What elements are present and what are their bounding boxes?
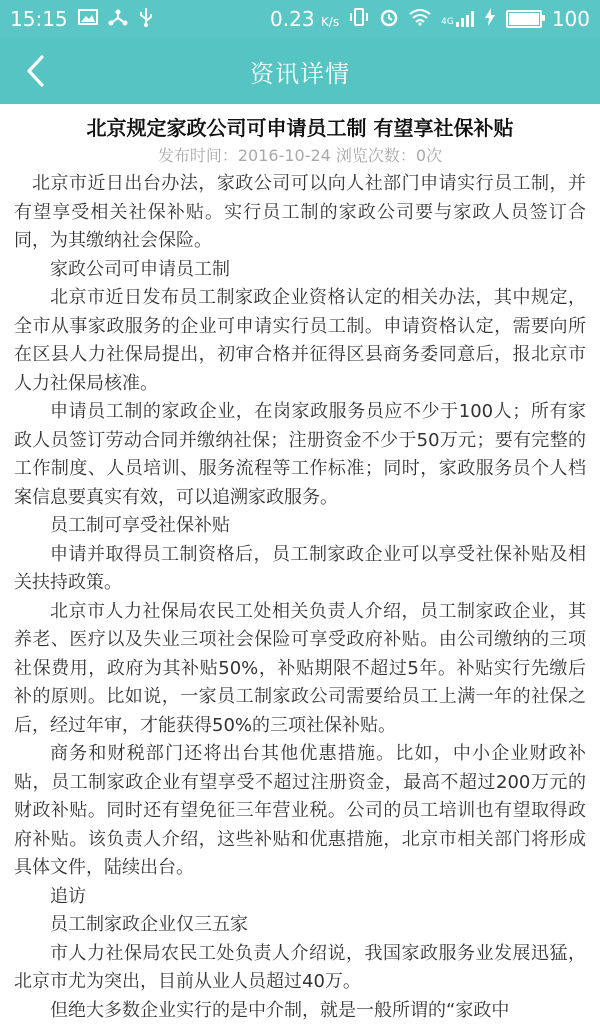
share-network-icon bbox=[108, 8, 128, 31]
article-paragraph: 申请并取得员工制资格后，员工制家政企业可以享受社保补贴及相关扶持政策。 bbox=[14, 541, 586, 598]
chevron-left-icon bbox=[24, 54, 46, 88]
charging-icon bbox=[484, 8, 496, 31]
article-subheading: 员工制可享受社保补贴 bbox=[14, 512, 586, 541]
article-paragraph: 北京市近日出台办法，家政公司可以向人社部门申请实行员工制，并有望享受相关社保补贴。实行员工制的家政公司要与家政人员签订合同，为其缴纳社会保险。 bbox=[14, 170, 586, 256]
article-paragraph: 北京市近日发布员工制家政企业资格认定的相关办法，其中规定，全市从事家政服务的企业可申请实行员工制。申请资格认定，需要向所在区县人力社保局提出，初审合格并征得区县商务委同意后，报北京市人力社保局核准。 bbox=[14, 284, 586, 398]
article-content bbox=[14, 170, 586, 1025]
signal-icon: 4G bbox=[441, 11, 474, 27]
network-speed: 0.23 K/s bbox=[270, 7, 339, 31]
article-paragraph: 商务和财税部门还将出台其他优惠措施。比如，中小企业财政补贴，员工制家政企业有望享受不超过注册资金，最高不超过200万元的财政补贴。同时还有望免征三年营业税。公司的员工培训也有望取得政府补贴。该负责人介绍，这些补贴和优惠措施，北京市相关部门将形成具体文件，陆续出台。 bbox=[14, 740, 586, 883]
article-subheading: 员工制家政企业仅三五家 bbox=[14, 911, 586, 940]
battery-icon bbox=[506, 10, 542, 28]
page-title: 资讯详情 bbox=[250, 54, 350, 89]
article-paragraph: 市人力社保局农民工处负责人介绍说，我国家政服务业发展迅猛，北京市尤为突出，目前从业人员超过40万。 bbox=[14, 940, 586, 997]
article-paragraph: 北京市人力社保局农民工处相关负责人介绍，员工制家政企业，其养老、医疗以及失业三项社会保险可享受政府补贴。由公司缴纳的三项社保费用，政府为其补贴50%，补贴期限不超过5年。补贴实行先缴后补的原则。比如说，一家员工制家政公司需要给员工上满一年的社保之后，经过年审，才能获得50%的三项社保补贴。 bbox=[14, 598, 586, 741]
battery-level: 100 bbox=[552, 7, 590, 31]
article-subheading: 家政公司可申请员工制 bbox=[14, 256, 586, 285]
article-paragraph: 但绝大多数企业实行的是中介制，就是一般所谓的“家政中 bbox=[14, 997, 586, 1025]
article-title: 北京规定家政公司可申请员工制 有望享社保补贴 bbox=[14, 114, 586, 142]
article bbox=[0, 114, 600, 1025]
status-time: 15:15 bbox=[10, 7, 68, 31]
image-icon bbox=[78, 9, 98, 30]
back-button[interactable] bbox=[18, 52, 52, 90]
status-bar-left bbox=[10, 7, 154, 32]
usb-icon bbox=[138, 7, 154, 32]
article-subheading: 追访 bbox=[14, 883, 586, 912]
status-bar-right bbox=[270, 7, 590, 32]
vibrate-icon bbox=[349, 8, 369, 31]
article-meta: 发布时间：2016-10-24 浏览次数：0次 bbox=[14, 144, 586, 168]
article-paragraph: 申请员工制的家政企业，在岗家政服务员应不少于100人；所有家政人员签订劳动合同并缴纳社保；注册资金不少于50万元；要有完整的工作制度、人员培训、服务流程等工作标准；同时，家政服务员个人档案信息要真实有效，可以追溯家政服务。 bbox=[14, 398, 586, 512]
app-header bbox=[0, 38, 600, 104]
status-bar bbox=[0, 0, 600, 38]
alarm-icon bbox=[379, 7, 399, 32]
wifi-icon bbox=[409, 8, 431, 31]
